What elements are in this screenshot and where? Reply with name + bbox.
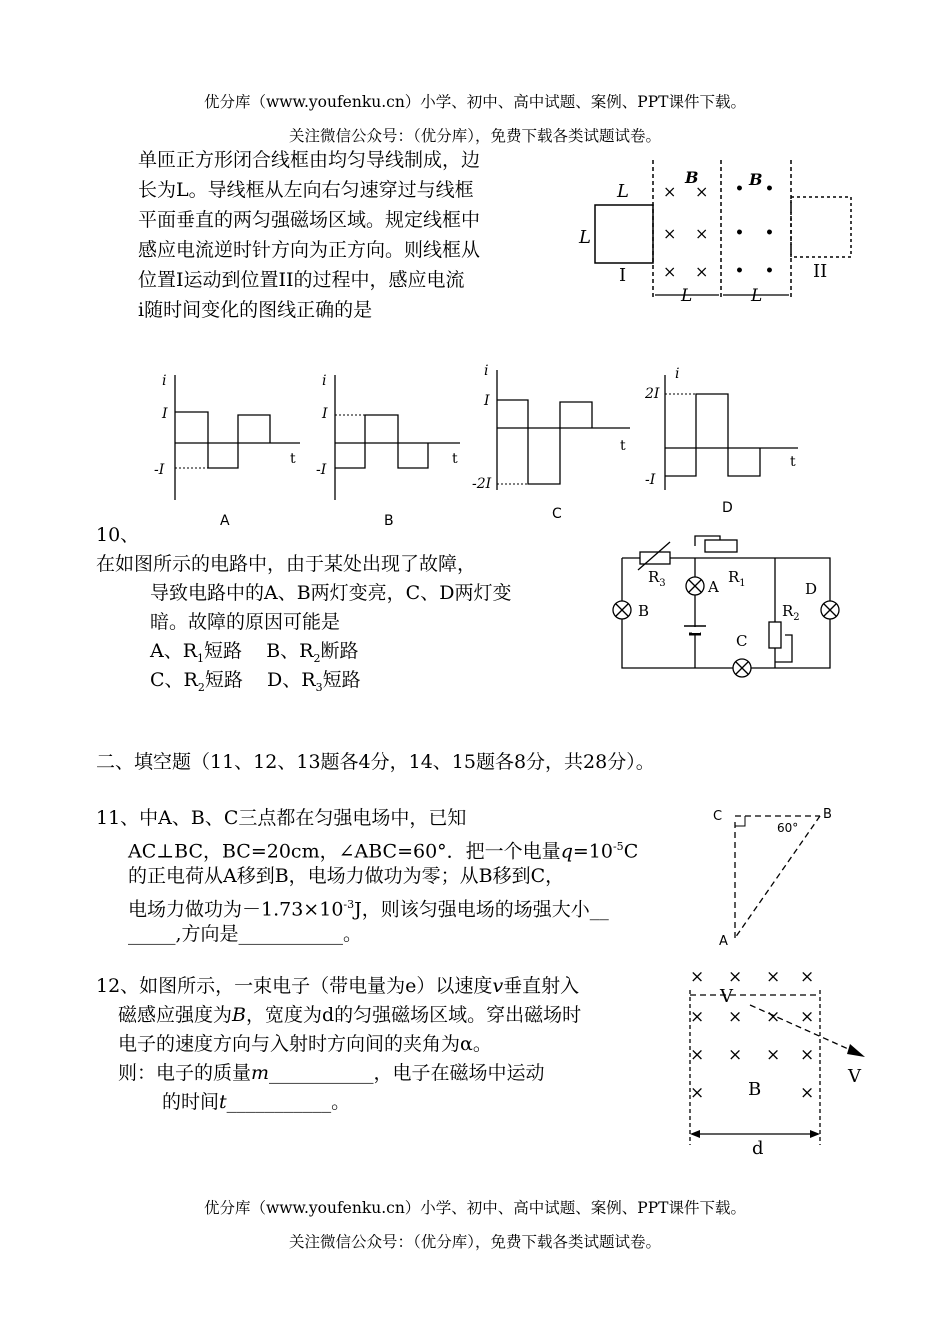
q11-line-2: AC⊥BC，BC=20cm，∠ABC=60°．把一个电量$q=10^{-5}C$ bbox=[128, 840, 639, 863]
graph-B-x-label: t bbox=[452, 451, 458, 467]
cross-symbol: × bbox=[695, 182, 709, 201]
graph-D bbox=[644, 366, 798, 516]
q9-text bbox=[138, 145, 480, 325]
graph-D-top-value: 2I bbox=[645, 386, 660, 402]
lamp-D-label: D bbox=[805, 580, 818, 598]
width-d-label: d bbox=[752, 1138, 764, 1159]
q11-line-5: _____,方向是___________。 bbox=[128, 923, 363, 945]
R2-label: $R_2$ bbox=[782, 602, 800, 623]
dot-symbol: • bbox=[765, 225, 774, 241]
R1-label: $R_1$ bbox=[728, 568, 746, 589]
q10-option-a: A、$R_1$短路 bbox=[150, 640, 243, 665]
point-A-label: A bbox=[719, 934, 728, 949]
graph-C-curve bbox=[497, 400, 592, 484]
cross-symbol: × bbox=[663, 224, 677, 243]
q12-line-4: 则：电子的质量m___________，电子在磁场中运动 bbox=[118, 1062, 545, 1084]
q9-line: 单匝正方形闭合线框由均匀导线制成，边 bbox=[138, 149, 481, 171]
q9-line: 位置I运动到位置II的过程中，感应电流 bbox=[138, 269, 465, 291]
q10-line-3: 暗。故障的原因可能是 bbox=[150, 611, 341, 633]
cross-symbol: × bbox=[800, 967, 815, 987]
q12-field-figure bbox=[680, 960, 870, 1160]
cross-symbol: × bbox=[728, 967, 743, 987]
q9-graphs bbox=[150, 360, 830, 530]
resistor-R3 bbox=[640, 552, 670, 564]
graph-A bbox=[154, 373, 300, 529]
resistor-R1 bbox=[705, 540, 737, 552]
velocity-out-label: V bbox=[848, 1066, 861, 1087]
graph-C-top-value: I bbox=[484, 393, 490, 409]
frame-top-label: L bbox=[617, 181, 629, 202]
graph-D-label: D bbox=[722, 500, 733, 516]
graph-B-y-label: i bbox=[322, 373, 327, 389]
field2-dots bbox=[735, 181, 774, 279]
q10-line-1: 在如图所示的电路中，由于某处出现了故障， bbox=[96, 553, 477, 575]
cross-symbol: × bbox=[800, 1007, 815, 1027]
cross-symbol: × bbox=[695, 224, 709, 243]
lamp-B-label: B bbox=[638, 602, 650, 620]
dot-symbol: • bbox=[735, 181, 744, 197]
graph-A-top-value: I bbox=[162, 406, 168, 422]
graph-D-x-label: t bbox=[790, 454, 796, 470]
lamp-C-label: C bbox=[736, 632, 748, 650]
q11-triangle bbox=[705, 800, 845, 950]
field1-crosses bbox=[663, 182, 708, 281]
header-line-1: 优分库（www.youfenku.cn）小学、初中、高中试题、案例、PPT课件下载。 bbox=[203, 93, 747, 111]
lamp-A-label: A bbox=[708, 578, 719, 596]
graph-A-bottom-value: -I bbox=[154, 462, 165, 478]
q10-option-c: C、$R_2$短路 bbox=[150, 669, 243, 694]
velocity-in-label: V bbox=[720, 986, 733, 1007]
graph-A-y-label: i bbox=[162, 373, 167, 389]
footer-line-2: 关注微信公众号：（优分库），免费下载各类试题试卷。 bbox=[288, 1233, 661, 1251]
graph-C-label: C bbox=[552, 506, 562, 522]
frame-side-label: L bbox=[579, 227, 591, 248]
footer-line-1: 优分库（www.youfenku.cn）小学、初中、高中试题、案例、PPT课件下载。 bbox=[203, 1199, 747, 1217]
point-C-label: C bbox=[713, 809, 723, 824]
field-B-label: B bbox=[748, 1079, 762, 1100]
section-2-title: 二、填空题（11、12、13题各4分，14、15题各8分，共28分）。 bbox=[96, 751, 655, 773]
right-angle-mark bbox=[735, 816, 745, 826]
cross-symbol: × bbox=[766, 1007, 781, 1027]
cross-symbol: × bbox=[663, 262, 677, 281]
q9-line: i随时间变化的图线正确的是 bbox=[138, 299, 373, 321]
cross-symbol: × bbox=[695, 262, 709, 281]
cross-symbol: × bbox=[800, 1083, 815, 1103]
q10-option-d: D、$R_3$短路 bbox=[267, 669, 361, 694]
position-II-label: II bbox=[813, 261, 828, 282]
q10-number: 10、 bbox=[96, 524, 140, 546]
dim-label-1: L bbox=[681, 286, 693, 306]
graph-B-label: B bbox=[384, 513, 394, 529]
graph-D-curve bbox=[665, 394, 760, 476]
dot-symbol: • bbox=[765, 263, 774, 279]
point-B-label: B bbox=[823, 807, 832, 822]
field2-B-label: B bbox=[749, 170, 763, 189]
q11-line-1: 11、中A、B、C三点都在匀强电场中，已知 bbox=[96, 807, 467, 829]
q11-line-3: 的正电荷从A移到B，电场力做功为零；从B移到C， bbox=[128, 865, 565, 887]
cross-symbol: × bbox=[728, 1045, 743, 1065]
q11-line-4: 电场力做功为$-1.73\times 10^{-3}J$，则该匀强电场的场强大小__ bbox=[128, 898, 609, 921]
header-line-2: 关注微信公众号：（优分库），免费下载各类试题试卷。 bbox=[288, 127, 661, 145]
cross-symbol: × bbox=[766, 1045, 781, 1065]
q10-circuit bbox=[610, 528, 845, 678]
cross-symbol: × bbox=[800, 1045, 815, 1065]
resistor-R2 bbox=[769, 622, 781, 648]
graph-A-curve bbox=[175, 412, 270, 468]
angle-label: 60° bbox=[777, 821, 799, 835]
position-I-label: I bbox=[619, 265, 627, 286]
graph-D-y-label: i bbox=[675, 366, 680, 382]
exit-arrowhead bbox=[847, 1044, 865, 1057]
graph-D-bottom-value: -I bbox=[645, 472, 656, 488]
q10-option-b: B、$R_2$断路 bbox=[266, 640, 359, 665]
graph-B-curve bbox=[335, 415, 428, 468]
graph-B bbox=[316, 373, 460, 529]
graph-C-x-label: t bbox=[620, 438, 626, 454]
cross-symbol: × bbox=[690, 1007, 705, 1027]
cross-symbol: × bbox=[663, 182, 677, 201]
field1-B-label: B bbox=[685, 168, 699, 187]
cross-symbol: × bbox=[690, 967, 705, 987]
q9-line: 感应电流逆时针方向为正方向。则线框从 bbox=[138, 239, 481, 261]
graph-A-x-label: t bbox=[290, 451, 296, 467]
q12-line-3: 电子的速度方向与入射时方向间的夹角为α。 bbox=[118, 1033, 492, 1055]
cross-symbol: × bbox=[690, 1083, 705, 1103]
dot-symbol: • bbox=[735, 263, 744, 279]
dot-symbol: • bbox=[735, 225, 744, 241]
frame-position-2 bbox=[791, 197, 851, 257]
q12-line-5: 的时间t___________。 bbox=[162, 1091, 351, 1113]
graph-B-top-value: I bbox=[322, 406, 328, 422]
cross-symbol: × bbox=[690, 1045, 705, 1065]
graph-C-y-label: i bbox=[484, 363, 489, 379]
cross-symbol: × bbox=[728, 1007, 743, 1027]
cross-symbol: × bbox=[766, 967, 781, 987]
R3-label: $R_3$ bbox=[648, 568, 666, 589]
q12-line-2: 磁感应强度为B，宽度为d的匀强磁场区域。穿出磁场时 bbox=[118, 1004, 582, 1026]
dim-label-2: L bbox=[751, 286, 763, 306]
q10-options-row-2 bbox=[150, 665, 361, 703]
graph-A-label: A bbox=[220, 513, 230, 529]
dot-symbol: • bbox=[765, 181, 774, 197]
q10-line-2: 导致电路中的A、B两灯变亮，C、D两灯变 bbox=[150, 582, 512, 604]
frame-position-1 bbox=[595, 205, 653, 263]
graph-C bbox=[472, 363, 630, 522]
q9-line: 平面垂直的两匀强磁场区域。规定线框中 bbox=[138, 209, 481, 231]
graph-B-bottom-value: -I bbox=[316, 462, 327, 478]
q9-field-figure bbox=[575, 155, 865, 315]
graph-C-bottom-value: -2I bbox=[472, 476, 492, 492]
q12-line-1: 12、如图所示，一束电子（带电量为e）以速度v垂直射入 bbox=[96, 975, 580, 997]
q9-line: 长为L。导线框从左向右匀速穿过与线框 bbox=[138, 179, 474, 201]
